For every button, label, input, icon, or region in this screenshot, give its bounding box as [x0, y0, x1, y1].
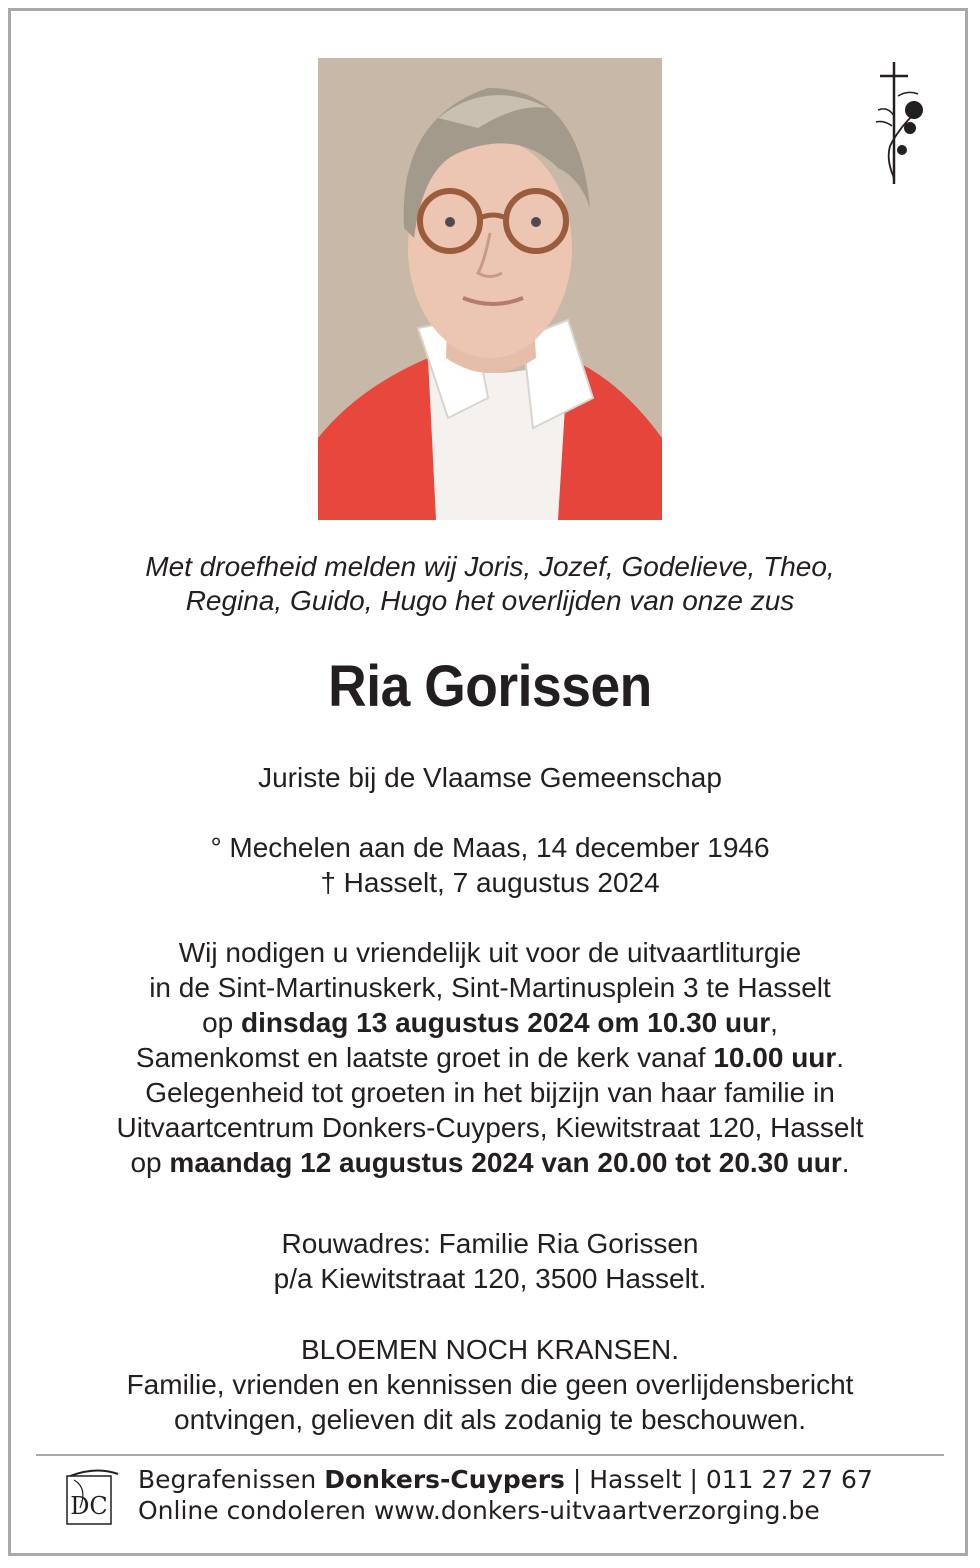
funeral-invitation — [0, 935, 980, 1180]
flowers-line: Familie, vrienden en kennissen die geen overlijdensbericht — [126, 1369, 854, 1400]
invitation-line: Uitvaartcentrum Donkers-Cuypers, Kiewitstraat 120, Hasselt — [116, 1112, 864, 1143]
flowers-line: ontvingen, gelieven dit als zodanig te beschouwen. — [174, 1404, 806, 1435]
life-dates — [0, 830, 980, 900]
birth-line: ° Mechelen aan de Maas, 14 december 1946 — [210, 832, 770, 863]
address-line: p/a Kiewitstraat 120, 3500 Hasselt. — [273, 1263, 707, 1294]
invitation-line — [0, 1040, 980, 1075]
funeral-home-line — [138, 1464, 958, 1495]
text-segment: . — [841, 1147, 850, 1178]
funeral-home-logo — [66, 1468, 120, 1526]
text-segment: op — [202, 1007, 242, 1038]
invitation-line — [0, 1005, 980, 1040]
portrait-photo — [318, 58, 662, 520]
text-segment: | Hasselt | 011 27 27 67 — [564, 1465, 873, 1494]
condolence-link[interactable]: Online condoleren www.donkers-uitvaartverzorging.be — [138, 1496, 820, 1525]
mourning-address — [0, 1226, 980, 1296]
intro-line: Met droefheid melden wij Joris, Jozef, Godelieve, Theo, — [145, 551, 835, 582]
flowers-line: BLOEMEN NOCH KRANSEN. — [300, 1334, 680, 1365]
announcement-intro — [0, 550, 980, 618]
text-segment: Begrafenissen — [138, 1465, 325, 1494]
text-segment: op — [130, 1147, 170, 1178]
viewing-datetime: maandag 12 augustus 2024 van 20.00 tot 20.30 uur — [169, 1147, 842, 1178]
text-segment: , — [770, 1007, 778, 1038]
footer — [138, 1464, 958, 1526]
footer-divider — [36, 1454, 944, 1456]
death-line: † Hasselt, 7 augustus 2024 — [320, 867, 660, 898]
cross-with-rose-icon — [868, 60, 928, 186]
funeral-home-name: Donkers-Cuypers — [324, 1465, 565, 1494]
logo-monogram: DC — [70, 1492, 108, 1520]
invitation-line — [0, 1145, 980, 1180]
ceremony-datetime: dinsdag 13 augustus 2024 om 10.30 uur — [241, 1007, 771, 1038]
deceased-name: Ria Gorissen — [328, 654, 652, 719]
address-line: Rouwadres: Familie Ria Gorissen — [281, 1228, 699, 1259]
profession-block — [0, 760, 980, 795]
invitation-line: in de Sint-Martinuskerk, Sint-Martinusplein 3 te Hasselt — [149, 972, 831, 1003]
text-segment: Samenkomst en laatste groet in de kerk vanaf — [135, 1042, 714, 1073]
flowers-note — [0, 1332, 980, 1437]
invitation-line: Wij nodigen u vriendelijk uit voor de uitvaartliturgie — [178, 937, 802, 968]
gathering-time: 10.00 uur — [713, 1042, 837, 1073]
invitation-line: Gelegenheid tot groeten in het bijzijn van haar familie in — [145, 1077, 835, 1108]
intro-line: Regina, Guido, Hugo het overlijden van onze zus — [185, 585, 795, 616]
profession: Juriste bij de Vlaamse Gemeenschap — [258, 762, 722, 793]
text-segment: . — [836, 1042, 845, 1073]
